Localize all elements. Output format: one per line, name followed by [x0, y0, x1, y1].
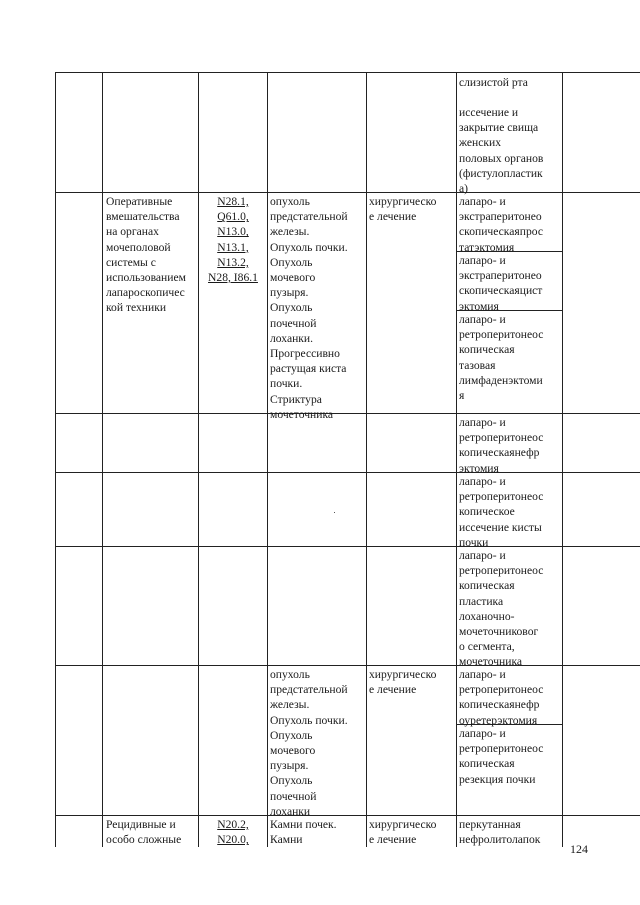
method-line: экстраперитонео [459, 210, 542, 224]
method-line: ретроперитонеос [459, 742, 544, 756]
name-line: лапароскопичес [106, 286, 185, 300]
model-line: Опухоль [270, 301, 313, 315]
method-line: лапаро- и [459, 416, 506, 429]
table-column-divider [267, 72, 268, 847]
model-line: Камни почек. [270, 818, 337, 831]
patient-model-cell [270, 194, 365, 422]
method-line: ретроперитонеос [459, 328, 544, 342]
model-line: Опухоль [270, 728, 313, 742]
method-cell [459, 474, 561, 550]
method-cell [459, 415, 561, 476]
method-line: лапаро- и [459, 668, 506, 681]
method-line: лапаро- и [459, 727, 506, 740]
name-line: кой техники [106, 301, 167, 315]
diagnosis-codes-cell [201, 817, 265, 847]
model-line: мочевого [270, 271, 316, 285]
model-line: опухоль [270, 668, 310, 681]
model-line: Камни [270, 833, 303, 847]
kind-line: е лечение [369, 683, 417, 697]
model-line: Стриктура [270, 392, 322, 406]
diagnosis-code: N13.0, [217, 225, 249, 239]
model-line: железы. [270, 698, 310, 712]
method-line: я [459, 389, 465, 403]
method-line: лимфаденэктоми [459, 373, 543, 387]
model-line: Прогрессивно [270, 347, 340, 361]
method-cell [459, 667, 561, 728]
name-line: Оперативные [106, 195, 173, 208]
model-line: мочевого [270, 744, 316, 758]
method-line: лапаро- и [459, 195, 506, 208]
model-line: предстательной [270, 683, 348, 697]
method-line: пластика [459, 594, 504, 608]
treatment-kind-cell [369, 817, 454, 847]
diagnosis-code: N28, I86.1 [208, 271, 258, 285]
model-line: Опухоль почки. [270, 240, 348, 254]
method-cell [459, 105, 561, 196]
model-line: Опухоль почки. [270, 713, 348, 727]
method-cell [459, 726, 561, 787]
diagnosis-code: N20.2, [217, 818, 249, 831]
table-border-left [55, 72, 56, 847]
method-line: лапаро- и [459, 313, 506, 326]
table-column-divider [456, 72, 457, 847]
diagnosis-code: N13.1, [217, 240, 249, 254]
name-line: системы с [106, 255, 156, 269]
page-number: 124 [570, 842, 588, 856]
scan-speck [334, 512, 335, 513]
patient-model-cell [270, 667, 365, 819]
diagnosis-code: N28.1, [217, 195, 249, 208]
method-line: лапаро- и [459, 549, 506, 562]
model-line: лоханки. [270, 331, 314, 345]
model-line: мочеточника [270, 407, 334, 421]
method-line: эктомия [459, 299, 499, 313]
method-line: копическая [459, 579, 515, 593]
method-cell [459, 194, 561, 255]
patient-model-cell [270, 817, 365, 847]
method-line: скопическаяпрос [459, 225, 543, 239]
model-line: пузыря. [270, 286, 309, 300]
diagnosis-code: Q61.0, [217, 210, 249, 224]
name-line: Рецидивные и [106, 818, 176, 831]
method-line: ретроперитонеос [459, 564, 544, 578]
method-line: скопическаяцист [459, 284, 543, 298]
table-border-top [55, 72, 640, 73]
name-line: особо сложные [106, 833, 182, 847]
method-line: копическая [459, 343, 515, 357]
model-line: лоханки [270, 804, 311, 818]
method-line: а) [459, 182, 469, 196]
method-line: копическаянефр [459, 446, 540, 460]
method-line: слизистой рта [459, 76, 528, 89]
method-line: копическая [459, 757, 515, 771]
treatment-kind-cell [369, 194, 454, 224]
model-line: почечной [270, 789, 317, 803]
kind-line: хирургическо [369, 668, 437, 681]
kind-line: е лечение [369, 833, 417, 847]
model-line: пузыря. [270, 759, 309, 773]
model-line: предстательной [270, 210, 348, 224]
method-line: лоханочно- [459, 609, 515, 623]
method-line: экстраперитонео [459, 269, 542, 283]
method-line: копическое [459, 505, 515, 519]
method-line: иссечение кисты [459, 520, 542, 534]
method-line: резекция почки [459, 772, 536, 786]
model-line: Опухоль [270, 255, 313, 269]
method-line: тазовая [459, 358, 496, 372]
table-column-divider [102, 72, 103, 847]
method-line: нефролитолапок [459, 833, 541, 847]
name-line: на органах [106, 225, 159, 239]
model-line: опухоль [270, 195, 310, 208]
method-line: перкутанная [459, 818, 521, 831]
method-line: эктомия [459, 461, 499, 475]
name-line: мочеполовой [106, 240, 171, 254]
method-line: половых органов [459, 151, 544, 165]
method-line: иссечение и [459, 106, 519, 119]
kind-line: хирургическо [369, 818, 437, 831]
method-cell [459, 548, 561, 670]
method-line: лапаро- и [459, 254, 506, 267]
method-line: о сегмента, [459, 640, 515, 654]
method-line: мочеточниковог [459, 625, 539, 639]
method-cell [459, 312, 561, 403]
kind-line: хирургическо [369, 195, 437, 208]
model-line: Опухоль [270, 774, 313, 788]
method-line: закрытие свища [459, 121, 539, 135]
name-line: использованием [106, 271, 186, 285]
diagnosis-codes-cell [201, 194, 265, 285]
method-line: ретроперитонеос [459, 490, 544, 504]
method-line: женских [459, 136, 501, 150]
intervention-name-cell [106, 194, 198, 316]
model-line: растущая киста [270, 362, 347, 376]
table-column-divider [198, 72, 199, 847]
model-line: почечной [270, 316, 317, 330]
method-cell [459, 817, 561, 847]
method-line: лапаро- и [459, 475, 506, 488]
treatment-kind-cell [369, 667, 454, 697]
diagnosis-code: N13.2, [217, 255, 249, 269]
kind-line: е лечение [369, 210, 417, 224]
method-line: почки [459, 535, 489, 549]
diagnosis-code: N20.0, [217, 833, 249, 847]
method-line: оуретерэктомия [459, 713, 538, 727]
method-line: ретроперитонеос [459, 683, 544, 697]
model-line: железы. [270, 225, 310, 239]
method-line: мочеточника [459, 655, 523, 669]
method-cell [459, 253, 561, 314]
method-line: татэктомия [459, 240, 515, 254]
intervention-name-cell [106, 817, 198, 847]
table-column-divider [366, 72, 367, 847]
method-line: ретроперитонеос [459, 431, 544, 445]
method-cell [459, 75, 561, 90]
model-line: почки. [270, 377, 303, 391]
table-column-divider [562, 72, 563, 847]
method-line: (фистулопластик [459, 166, 543, 180]
name-line: вмешательства [106, 210, 180, 224]
method-line: копическаянефр [459, 698, 540, 712]
